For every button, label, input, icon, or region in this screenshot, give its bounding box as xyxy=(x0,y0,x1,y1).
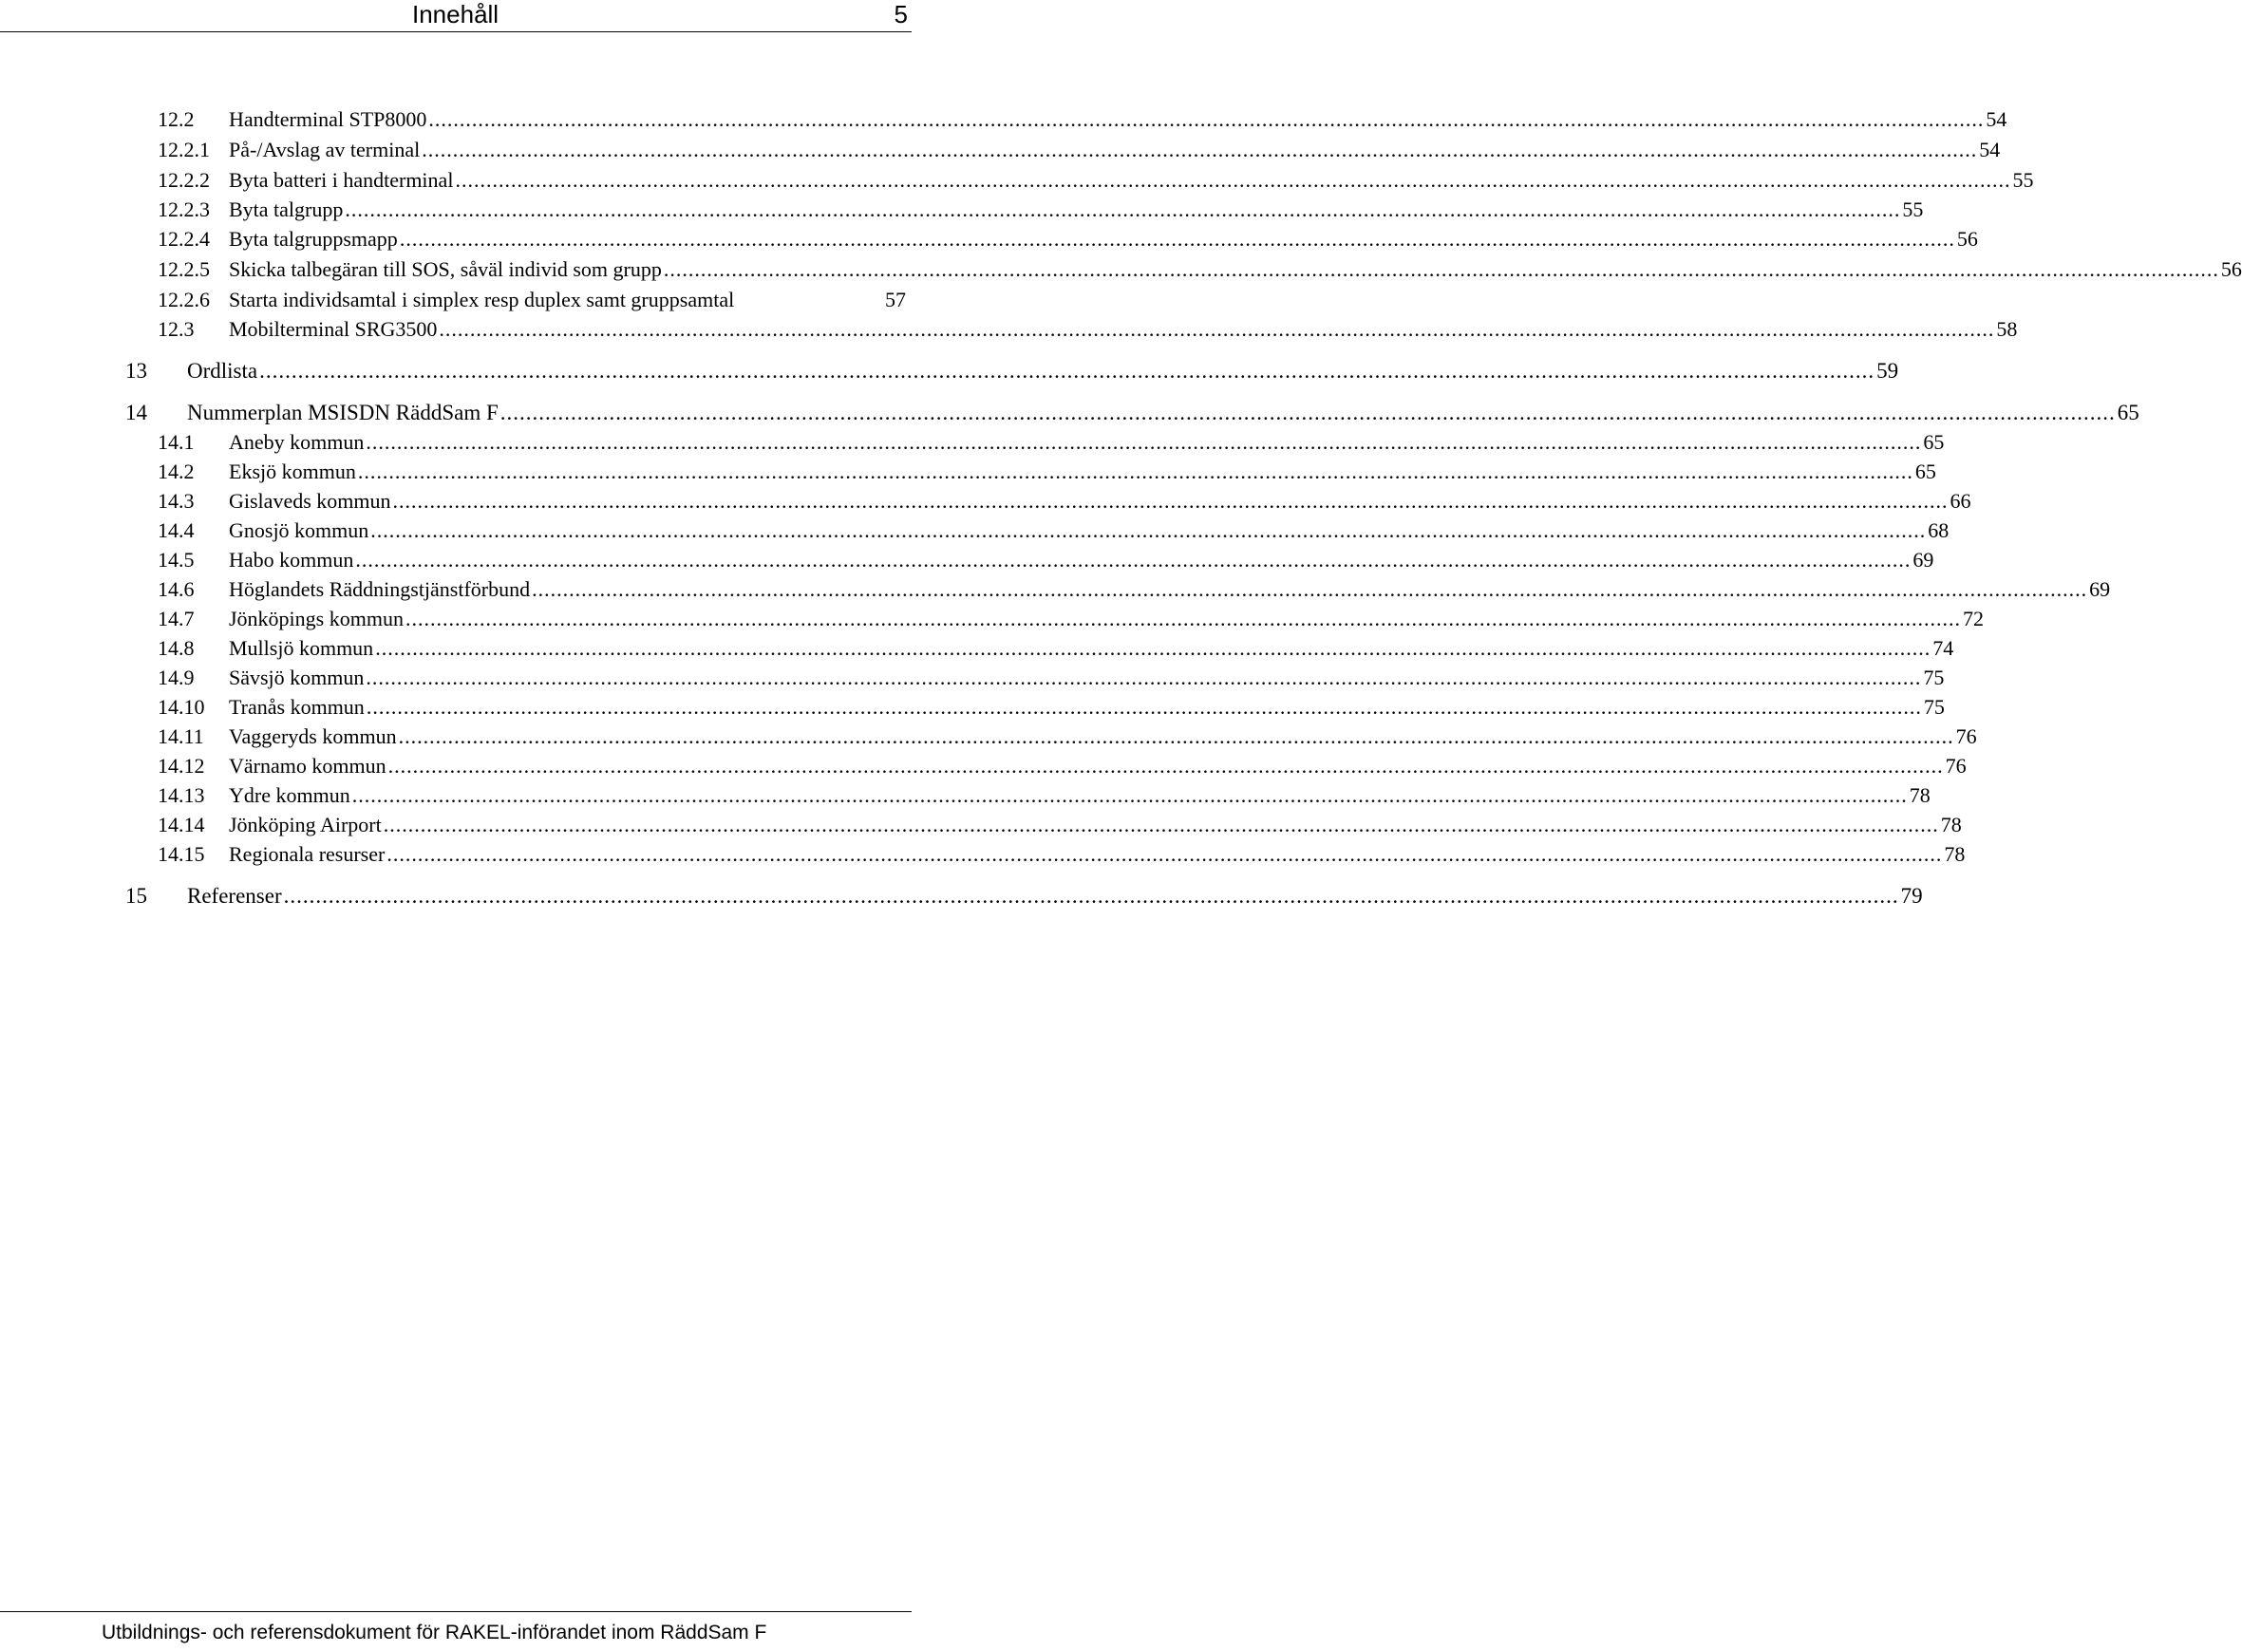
toc-entry[interactable] xyxy=(158,225,1978,253)
toc-leader-dots xyxy=(499,399,2118,427)
toc-entry-number: 14.14 xyxy=(158,813,205,836)
toc-entry-title: Jönköpings kommun xyxy=(229,607,404,630)
toc-leader-dots xyxy=(353,546,1912,574)
toc-entry-number: 13 xyxy=(125,359,147,383)
toc-entry[interactable] xyxy=(158,752,1967,780)
toc-entry-page: 56 xyxy=(2220,257,2242,281)
toc-entry[interactable] xyxy=(158,458,1936,486)
toc-entry-number: 14.4 xyxy=(158,518,195,542)
toc-leader-dots xyxy=(662,255,2221,284)
toc-entry[interactable] xyxy=(158,605,1984,633)
toc-entry-page: 57 xyxy=(885,288,906,311)
toc-leader-dots xyxy=(356,458,1915,486)
toc-entry-number: 14.2 xyxy=(158,460,195,483)
toc-entry-title: Aneby kommun xyxy=(229,430,365,454)
toc-entry-title: Ydre kommun xyxy=(229,783,350,807)
toc-entry-number: 12.2.1 xyxy=(158,138,210,161)
toc-entry[interactable] xyxy=(158,166,2034,195)
toc-entry-title: Mullsjö kommun xyxy=(229,636,374,660)
toc-leader-dots xyxy=(426,105,1986,134)
toc-entry[interactable] xyxy=(158,428,1945,457)
toc-entry-number: 14.13 xyxy=(158,783,205,807)
toc-entry-page: 79 xyxy=(1900,884,1923,908)
toc-entry-number: 12.2.5 xyxy=(158,257,210,281)
toc-entry[interactable] xyxy=(125,399,2139,427)
toc-entry-page: 76 xyxy=(1945,754,1967,778)
toc-entry-number: 14.7 xyxy=(158,607,195,630)
toc-leader-dots xyxy=(420,136,1979,164)
toc-entry-page: 65 xyxy=(1914,460,1936,483)
toc-leader-dots xyxy=(385,840,1944,869)
toc-leader-dots xyxy=(368,516,1928,545)
toc-entry-number: 14.3 xyxy=(158,489,195,513)
toc-leader-dots xyxy=(437,315,1996,344)
toc-entry-page: 55 xyxy=(1902,197,1924,221)
header-title: Innehåll xyxy=(412,0,499,28)
toc-entry-page: 72 xyxy=(1962,607,1984,630)
toc-leader-dots xyxy=(365,693,1924,722)
toc-leader-dots xyxy=(530,575,2089,604)
toc-leader-dots xyxy=(343,196,1902,224)
toc-entry-title: Värnamo kommun xyxy=(229,754,386,778)
toc-leader-dots xyxy=(397,723,1956,751)
toc-leader-dots xyxy=(398,225,1957,253)
toc-entry-page: 56 xyxy=(1956,227,1978,251)
toc-entry[interactable] xyxy=(158,723,1977,751)
toc-entry-number: 14.10 xyxy=(158,695,205,719)
toc-entry-title: Byta batteri i handterminal xyxy=(229,168,454,192)
toc-entry-number: 12.3 xyxy=(158,317,195,341)
toc-entry-number: 14.1 xyxy=(158,430,195,454)
toc-entry-title: Gnosjö kommun xyxy=(229,518,369,542)
toc-entry-page: 58 xyxy=(1996,317,2018,341)
toc-entry-page: 65 xyxy=(2117,401,2139,424)
toc-entry-title: Regionala resurser xyxy=(229,842,386,866)
toc-leader-dots xyxy=(257,357,1876,385)
toc-entry-number: 14.15 xyxy=(158,842,205,866)
toc-leader-dots xyxy=(391,487,1950,516)
toc-entry-page: 66 xyxy=(1950,489,1971,513)
toc-entry[interactable] xyxy=(158,546,1934,574)
toc-entry-number: 14.6 xyxy=(158,577,195,601)
toc-entry-page: 68 xyxy=(1928,518,1950,542)
toc-entry-title: Sävsjö kommun xyxy=(229,666,365,689)
toc-leader-dots xyxy=(282,882,1901,910)
toc-entry-title: Mobilterminal SRG3500 xyxy=(229,317,438,341)
footer-text: Utbildnings- och referensdokument för RAKEL-införandet inom RäddSam F xyxy=(102,1622,767,1643)
toc-entry[interactable] xyxy=(125,357,1899,385)
toc-entry[interactable] xyxy=(158,840,1966,869)
toc-entry-number: 14.11 xyxy=(158,724,204,748)
toc-entry-number: 14.5 xyxy=(158,548,195,572)
toc-entry-number: 12.2.3 xyxy=(158,197,210,221)
toc-leader-dots xyxy=(382,811,1941,839)
header-page-number: 5 xyxy=(894,0,908,28)
toc-leader-dots xyxy=(350,781,1910,810)
toc-leader-dots xyxy=(364,428,1923,457)
toc-entry-title: Ordlista xyxy=(187,359,258,383)
toc-entry[interactable] xyxy=(158,781,1931,810)
toc-entry-page: 75 xyxy=(1923,666,1945,689)
toc-entry[interactable] xyxy=(125,882,1923,910)
toc-entry-title: Gislaveds kommun xyxy=(229,489,391,513)
toc-entry[interactable] xyxy=(158,255,2242,284)
toc-entry-title: Byta talgruppsmapp xyxy=(229,227,398,251)
toc-entry[interactable] xyxy=(158,315,2018,344)
toc-entry-page: 78 xyxy=(1940,813,1962,836)
toc-entry-page: 74 xyxy=(1932,636,1954,660)
toc-entry-number: 12.2.4 xyxy=(158,227,210,251)
toc-leader-dots xyxy=(386,752,1946,780)
page-footer xyxy=(0,1611,912,1643)
toc-entry-number: 14 xyxy=(125,401,147,424)
toc-entry[interactable] xyxy=(158,196,1924,224)
toc-entry-title: Starta individsamtal i simplex resp duplex samt gruppsamtal xyxy=(229,288,735,311)
toc-entry[interactable] xyxy=(158,105,2007,134)
toc-entry[interactable] xyxy=(158,575,2111,604)
toc-entry[interactable] xyxy=(158,811,1962,839)
toc-entry-number: 12.2 xyxy=(158,107,195,131)
toc-entry-title: Tranås kommun xyxy=(229,695,365,719)
toc-entry[interactable] xyxy=(158,693,1945,722)
toc-entry[interactable] xyxy=(158,664,1945,692)
toc-entry-page: 78 xyxy=(1909,783,1931,807)
toc-entry-page: 54 xyxy=(1986,107,2007,131)
toc-entry[interactable] xyxy=(158,516,1950,545)
toc-entry-page: 75 xyxy=(1923,695,1945,719)
toc-entry-page: 65 xyxy=(1923,430,1945,454)
toc-leader-dots xyxy=(373,634,1932,663)
toc-entry-title: Höglandets Räddningstjänstförbund xyxy=(229,577,531,601)
toc-entry-page: 54 xyxy=(1979,138,2001,161)
toc-entry-number: 14.8 xyxy=(158,636,195,660)
toc-entry-title: Eksjö kommun xyxy=(229,460,356,483)
toc-entry-title: Skicka talbegäran till SOS, såväl individ som grupp xyxy=(229,257,662,281)
toc-entry-title: Handterminal STP8000 xyxy=(229,107,427,131)
toc-entry-title: På-/Avslag av terminal xyxy=(229,138,421,161)
toc-entry-number: 14.9 xyxy=(158,666,195,689)
toc-entry[interactable] xyxy=(158,136,2001,164)
toc-entry-page: 78 xyxy=(1944,842,1966,866)
toc-entry-title: Jönköping Airport xyxy=(229,813,382,836)
toc-entry-title: Referenser xyxy=(187,884,282,908)
toc-entry-page: 59 xyxy=(1876,359,1899,383)
toc-entry[interactable] xyxy=(158,634,1954,663)
toc-entry-number: 15 xyxy=(125,884,147,908)
toc-entry-page: 76 xyxy=(1955,724,1977,748)
toc-entry-page: 69 xyxy=(2089,577,2111,601)
toc-entry[interactable] xyxy=(158,286,906,314)
page-header xyxy=(0,0,912,32)
toc-entry-title: Nummerplan MSISDN RäddSam F xyxy=(187,401,499,424)
toc-entry-title: Byta talgrupp xyxy=(229,197,344,221)
toc-entry-number: 14.12 xyxy=(158,754,205,778)
toc-entry-number: 12.2.6 xyxy=(158,288,210,311)
toc-entry-page: 69 xyxy=(1912,548,1934,572)
toc-leader-dots xyxy=(364,664,1923,692)
toc-entry-title: Habo kommun xyxy=(229,548,354,572)
toc-entry-page: 55 xyxy=(2012,168,2034,192)
toc-leader-dots xyxy=(453,166,2012,195)
toc-entry-title: Vaggeryds kommun xyxy=(229,724,397,748)
toc-leader-dots xyxy=(404,605,1963,633)
toc-entry[interactable] xyxy=(158,487,1971,516)
toc-entry-number: 12.2.2 xyxy=(158,168,210,192)
